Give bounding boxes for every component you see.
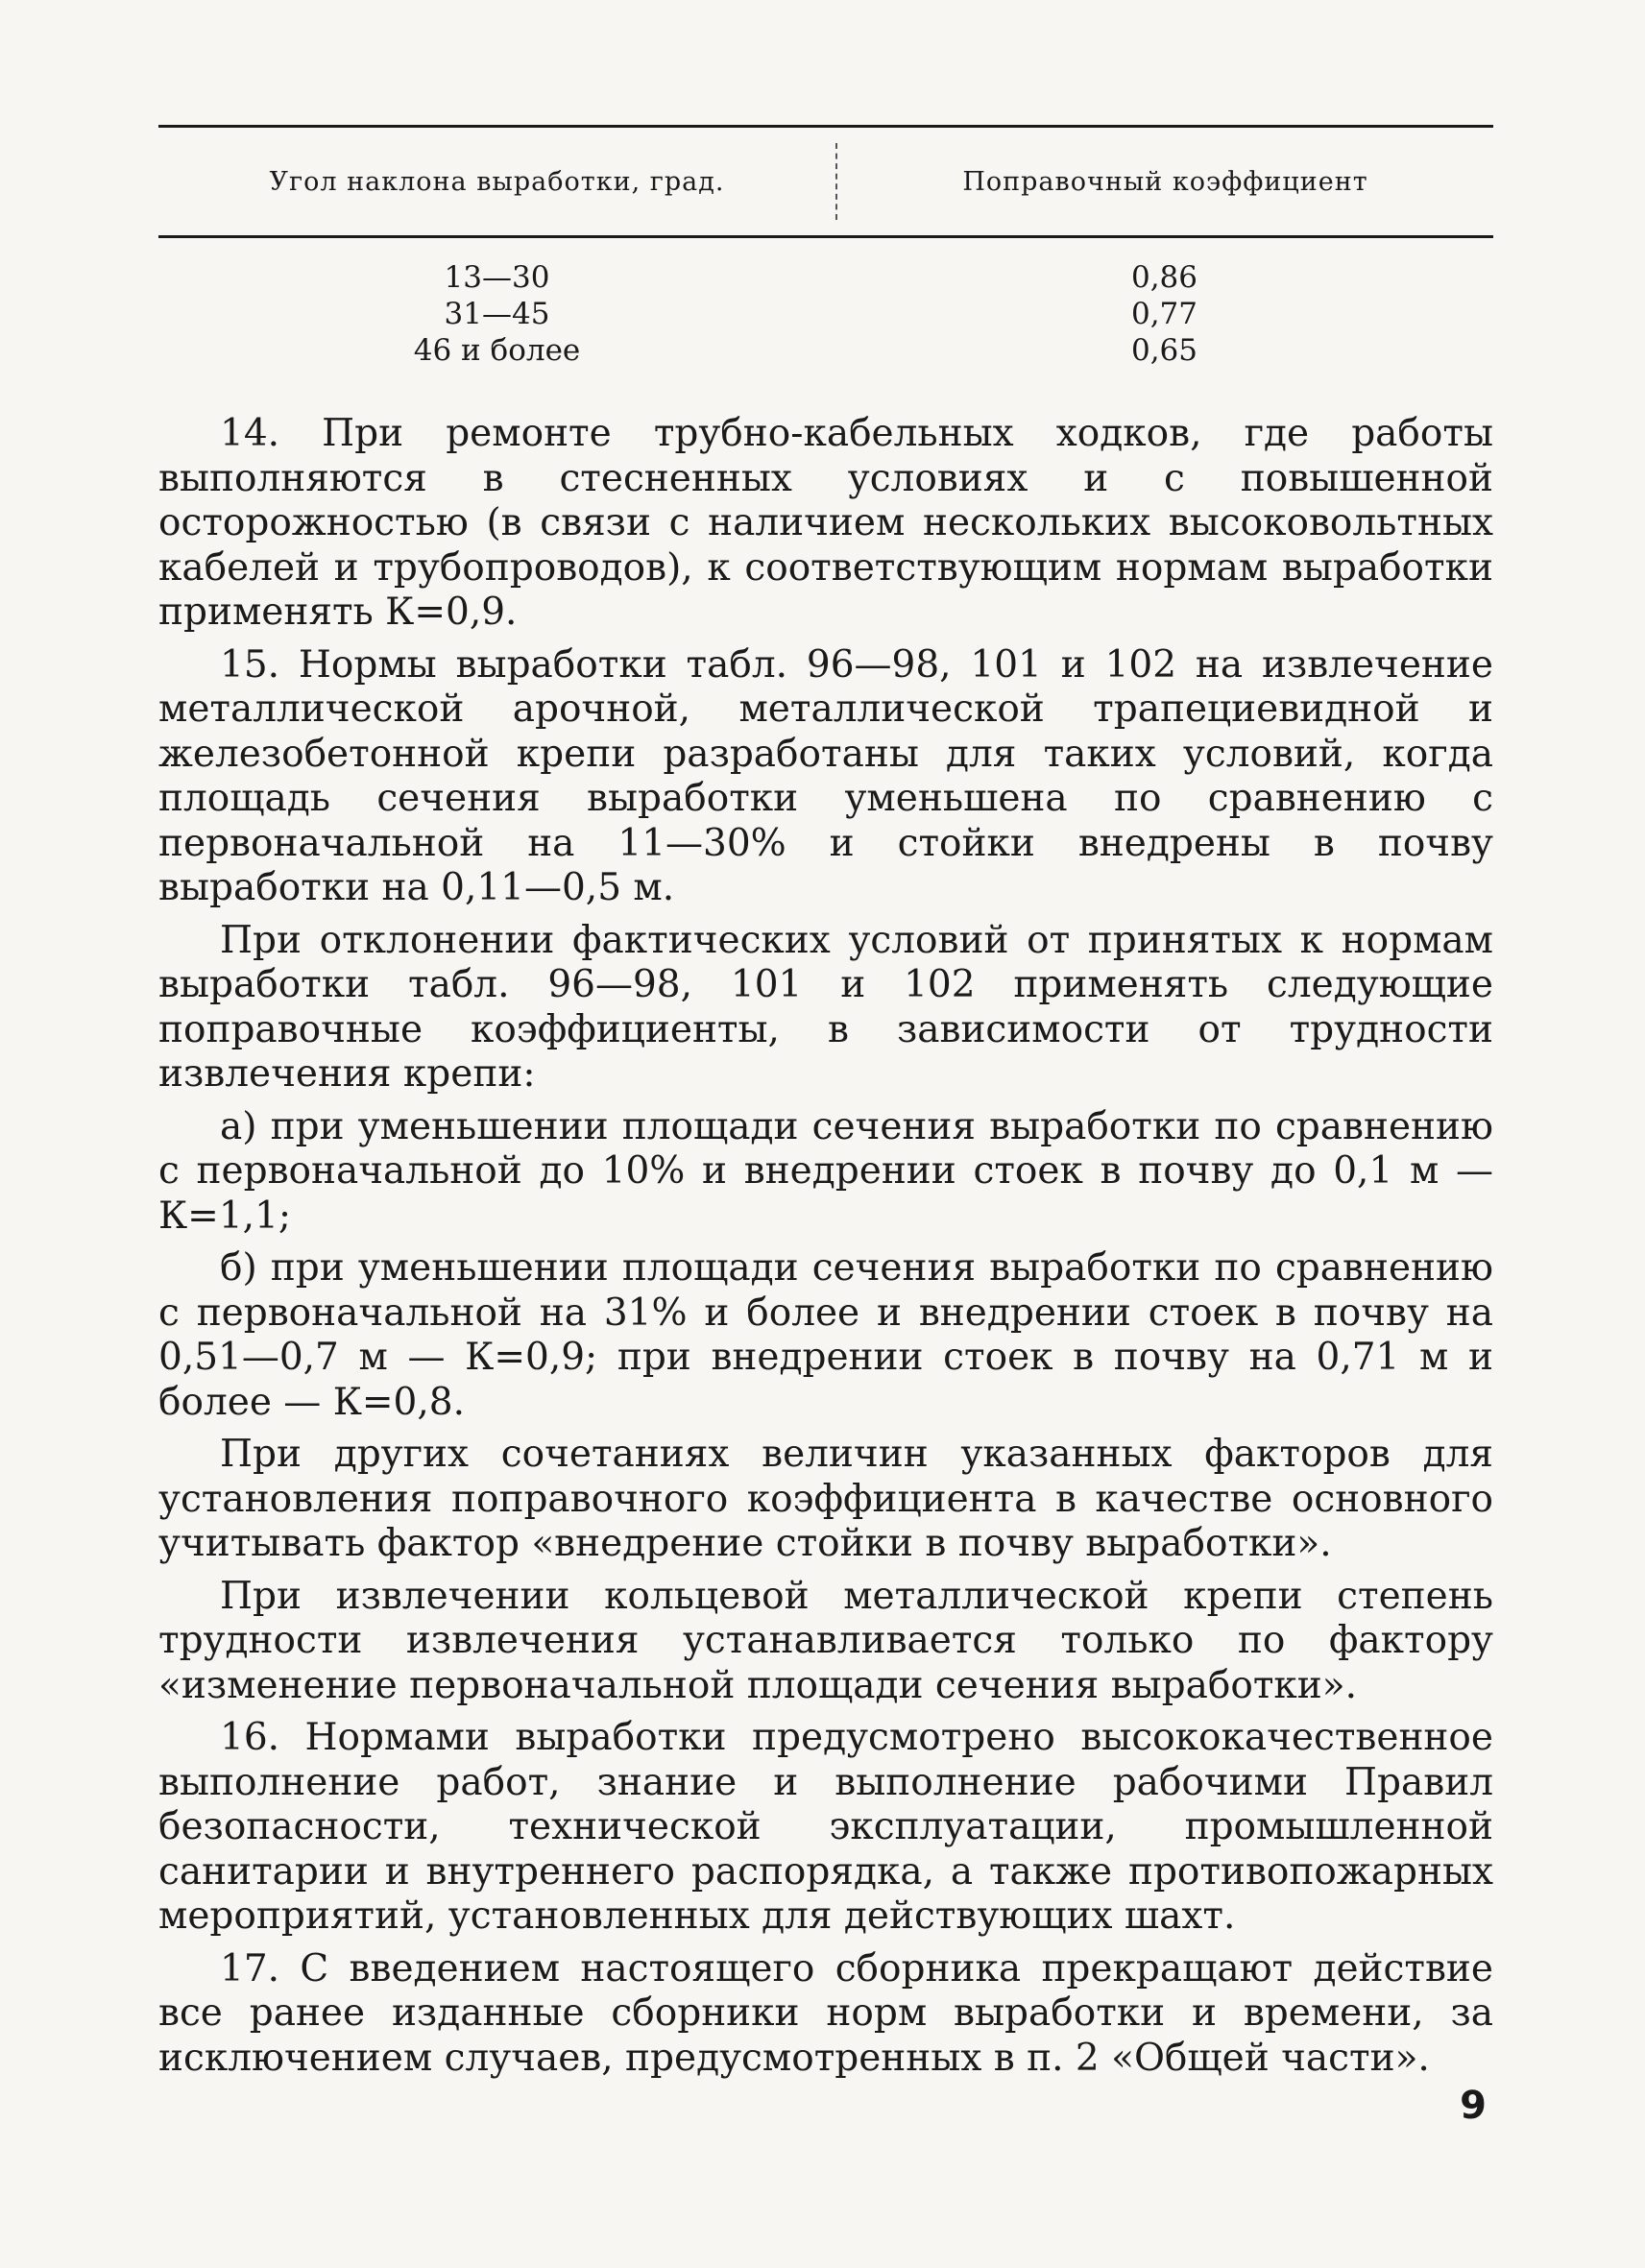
page-number: 9 <box>1460 2084 1487 2128</box>
cell-angle: 31—45 <box>444 297 550 331</box>
cell-angle: 13—30 <box>444 260 550 295</box>
table-header <box>158 128 1493 235</box>
table-row <box>158 259 1493 296</box>
paragraph-deviation: При отклонении фактических условий от принятых к нормам выработки табл. 96—98, 101 и 102 применять следующие поправочные коэффициенты, в зависимости от трудности извлечения крепи: <box>158 918 1493 1096</box>
cell-coefficient: 0,77 <box>1130 297 1198 331</box>
paragraph-item-a: а) при уменьшении площади сечения выработки по сравнению с первоначальной до 10% и внедрении стоек в почву до 0,1 м — К=1,1; <box>158 1104 1493 1238</box>
paragraph-14: 14. При ремонте трубно-кабельных ходков, где работы выполняются в стесненных условиях и с повышенной осторожностью (в связи с наличием нескольких высоковольтных кабелей и трубопроводов), к соответствующим нормам выработки применять К=0,9. <box>158 412 1493 634</box>
paragraph-ring-support: При извлечении кольцевой металлической крепи степень трудности извлечения устанавливается только по фактору «изменение первоначальной площади сечения выработки». <box>158 1574 1493 1707</box>
paragraph-17: 17. С введением настоящего сборника прекращают действие все ранее изданные сборники норм выработки и времени, за исключением случаев, предусмотренных в п. 2 «Общей части». <box>158 1946 1493 2080</box>
paragraph-15: 15. Нормы выработки табл. 96—98, 101 и 102 на извлечение металлической арочной, металлической трапециевидной и железобетонной крепи разработаны для таких условий, когда площадь сечения выработки уменьшена по сравнению с первоначальной на 11—30% и стойки внедрены в почву выработки на 0,11—0,5 м. <box>158 642 1493 909</box>
cell-coefficient: 0,65 <box>1130 333 1198 368</box>
header-angle: Угол наклона выработки, град. <box>269 166 725 197</box>
cell-coefficient: 0,86 <box>1130 260 1198 295</box>
cell-angle: 46 и более <box>413 333 581 368</box>
paragraph-other-combinations: При других сочетаниях величин указанных факторов для установления поправочного коэффициента в качестве основного учитывать фактор «внедрение стойки в почву выработки». <box>158 1433 1493 1565</box>
document-page <box>158 125 1493 2088</box>
table-body <box>158 238 1493 369</box>
header-coefficient: Поправочный коэффициент <box>962 166 1368 197</box>
paragraph-16: 16. Нормами выработки предусмотрено высококачественное выполнение работ, знание и выполнение рабочими Правил безопасности, технической эксплуатации, промышленной санитарии и внутреннего распорядка, а также противопожарных мероприятий, установленных для действующих шахт. <box>158 1716 1493 1938</box>
table-row <box>158 296 1493 332</box>
paragraph-item-b: б) при уменьшении площади сечения выработки по сравнению с первоначальной на 31% и более и внедрении стоек в почву на 0,51—0,7 м — К=0,9; при внедрении стоек в почву на 0,71 м и более — К=0,8. <box>158 1246 1493 1424</box>
body-text <box>158 412 1493 2081</box>
table-row <box>158 332 1493 369</box>
